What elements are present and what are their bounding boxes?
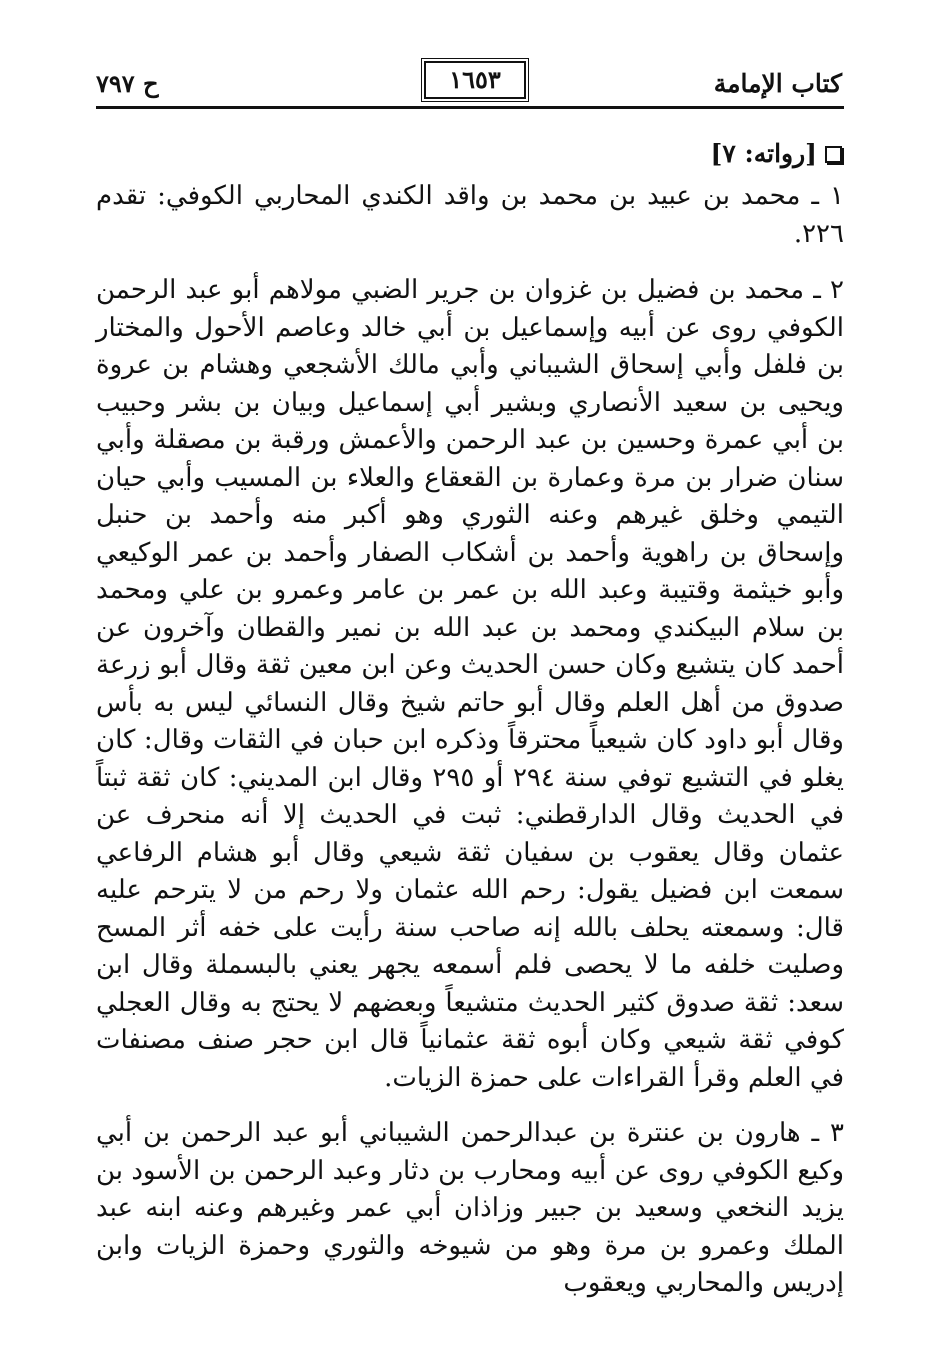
narrator-entry-text: ١ ـ محمد بن عبيد بن محمد بن واقد الكندي المحاربي الكوفي: تقدم ٢٢٦. bbox=[96, 181, 844, 249]
narrator-entry-3 bbox=[96, 1115, 844, 1303]
section-title: [رواته: ٧] bbox=[710, 139, 817, 168]
narrator-entry-text: ٢ ـ محمد بن فضيل بن غزوان بن جرير الضبي مولاهم أبو عبد الرحمن الكوفي روى عن أبيه وإسماعيل بن أبي خالد وعاصم الأحول والمختار بن فلفل وأبي إسحاق الشيباني وأبي مالك الأشجعي وهشام بن عروة ويحيى بن سعيد الأنصاري وبشير أبي إسماعيل وبيان بن بشر وحبيب بن أبي عمرة وحسين بن عبد الرحمن والأعمش ورقبة بن مصقلة وأبي سنان ضرار بن مرة وعمارة بن القعقاع والعلاء بن المسيب وأبي حيان التيمي وخلق غيرهم وعنه الثوري وهو أكبر منه وأحمد بن حنبل وإسحاق بن راهوية وأحمد بن أشكاب الصفار وأحمد بن عمر الوكيعي وأبو خيثمة وقتيبة وعبد الله بن عمر بن عامر وعمرو بن علي ومحمد بن سلام البيكندي ومحمد بن عبد الله بن نمير والقطان وآخرون عن أحمد كان يتشيع وكان حسن الحديث وعن ابن معين ثقة وقال أبو زرعة صدوق من أهل العلم وقال أبو حاتم شيخ وقال النسائي ليس به بأس وقال أبو داود كان شيعياً محترقاً وذكره ابن حبان في الثقات وقال: كان يغلو في التشيع توفي سنة ٢٩٤ أو ٢٩٥ وقال ابن المديني: كان ثقة ثبتاً في الحديث وقال الدارقطني: ثبت في الحديث إلا أنه منحرف عن عثمان وقال يعقوب بن سفيان ثقة شيعي وقال أبو هشام الرفاعي سمعت ابن فضيل يقول: رحم الله عثمان ولا رحم من لا يترحم عليه قال: وسمعته يحلف بالله إنه صاحب سنة رأيت على خفه أثر المسح وصليت خلفه ما لا يحصى فلم أسمعه يجهر يعني بالبسملة وقال ابن سعد: ثقة صدوق كثير الحديث متشيعاً وبعضهم لا يحتج به وقال العجلي كوفي ثقة شيعي وكان أبوه ثقة عثمانياً قال ابن حجر صنف مصنفات في العلم وقرأ القراءات على حمزة الزيات. bbox=[96, 275, 845, 1093]
page-number: ١٦٥٣ bbox=[449, 65, 501, 94]
square-bullet-icon bbox=[825, 146, 842, 163]
running-header-hadith-ref: ح ٧٩٧ bbox=[96, 69, 159, 98]
narrator-entry-text: ٣ ـ هارون بن عنترة بن عبدالرحمن الشيباني أبو عبد الرحمن بن أبي وكيع الكوفي روى عن أبيه ومحارب بن دثار وعبد الرحمن بن الأسود بن يزيد النخعي وسعيد بن جبير وزاذان أبي عمر وغيرهم وعنه ابنه عبد الملك وعمرو بن مرة وهو من شيوخه والثوري وحمزة الزيات وابن إدريس والمحاربي ويعقوب bbox=[96, 1118, 844, 1298]
page-number-frame bbox=[424, 61, 526, 99]
header-divider bbox=[96, 106, 844, 109]
running-header-book-title: كتاب الإمامة bbox=[713, 69, 842, 98]
section-heading bbox=[711, 134, 843, 174]
narrator-entry-2 bbox=[96, 272, 844, 1097]
narrator-entry-1 bbox=[96, 178, 844, 253]
